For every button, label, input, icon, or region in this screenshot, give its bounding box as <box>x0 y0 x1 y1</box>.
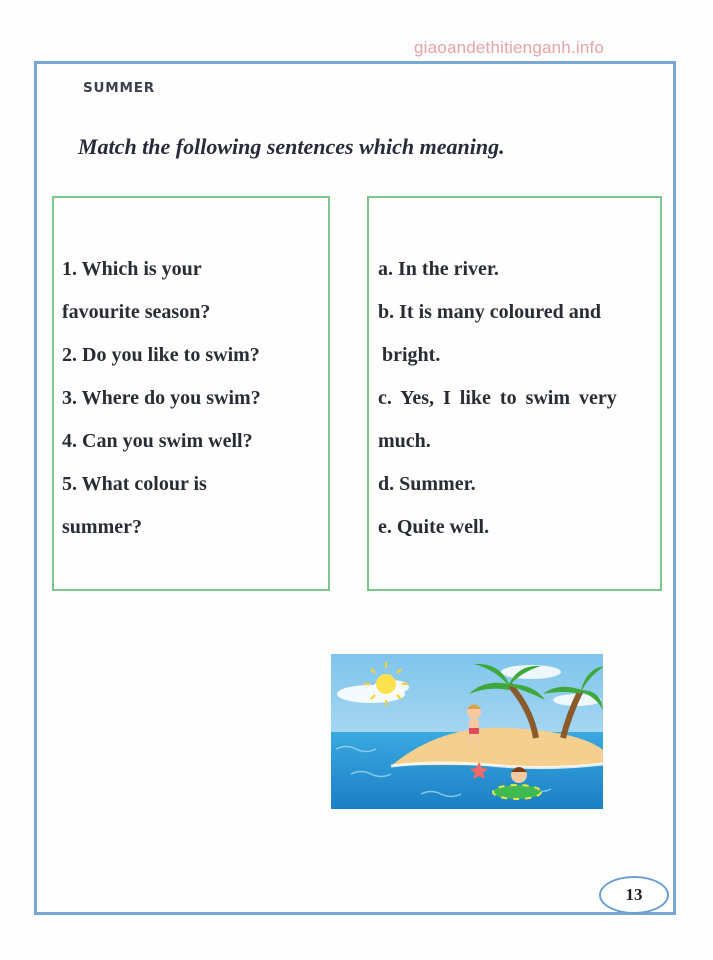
question-line-5b: summer? <box>62 516 142 538</box>
beach-scene-icon <box>331 654 603 809</box>
instruction-text: Match the following sentences which meaning. <box>78 134 505 159</box>
answer-line-e: e. Quite well. <box>378 516 490 538</box>
answer-line-a: a. In the river. <box>378 258 499 280</box>
question-line-1a: 1. Which is your <box>62 258 202 280</box>
answer-line-c1: c. Yes, I like to swim very <box>378 387 617 409</box>
answer-line-b1: b. It is many coloured and <box>378 301 602 323</box>
page-number-badge <box>599 876 669 914</box>
answer-line-b2: bright. <box>382 344 441 366</box>
question-line-4: 4. Can you swim well? <box>62 430 253 452</box>
question-line-2: 2. Do you like to swim? <box>62 344 260 366</box>
unit-title: SUMMER <box>83 80 155 96</box>
question-line-1b: favourite season? <box>62 301 211 323</box>
page-number: 13 <box>625 885 643 904</box>
answer-line-c2: much. <box>378 430 431 452</box>
question-line-3: 3. Where do you swim? <box>62 387 261 409</box>
watermark: giaoandethitienganh.info <box>414 38 605 57</box>
answer-line-d: d. Summer. <box>378 473 476 495</box>
question-line-5a: 5. What colour is <box>62 473 207 495</box>
